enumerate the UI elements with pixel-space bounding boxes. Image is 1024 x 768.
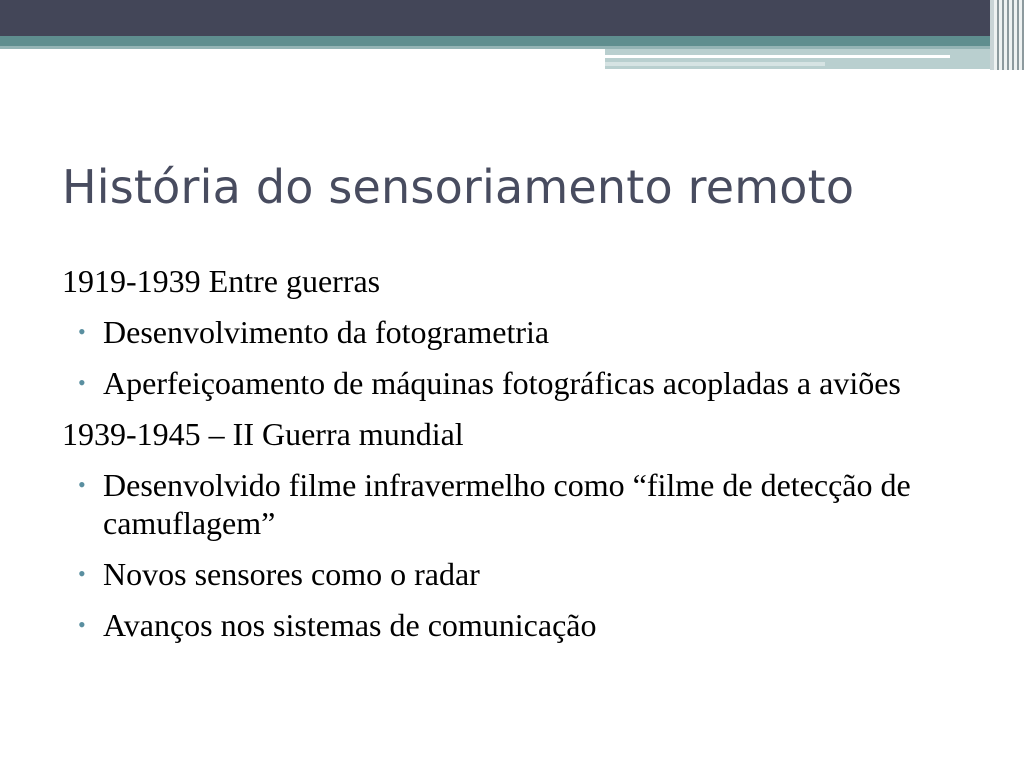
bullet-item [62,313,962,351]
header-accent-band [0,36,1024,46]
bullet-item [62,606,962,644]
section-heading-1939-1945: 1939-1945 – II Guerra mundial [62,416,464,452]
bullet-text: Desenvolvido filme infravermelho como “filme de detecção de camuflagem” [103,467,911,541]
slide-title: História do sensoriamento remoto [62,160,855,214]
bullet-item [62,555,962,593]
header-tab-decoration [605,49,1024,69]
header-tab-line [605,55,950,58]
bullet-icon: • [78,319,86,344]
header-stripes-decoration [994,0,1024,70]
slide-body [62,262,962,657]
bullet-text: Novos sensores como o radar [103,556,480,592]
bullet-icon: • [78,370,86,395]
bullet-item [62,364,962,402]
bullet-item [62,466,962,542]
bullet-text: Desenvolvimento da fotogrametria [103,314,550,350]
section-heading-1919-1939: 1919-1939 Entre guerras [62,263,381,299]
bullet-text: Avanços nos sistemas de comunicação [103,607,597,643]
header-tab-line-lower [605,62,825,66]
header-bar [0,0,1024,36]
bullet-text: Aperfeiçoamento de máquinas fotográficas acopladas a aviões [103,365,901,401]
bullet-icon: • [78,472,86,497]
bullet-icon: • [78,612,86,637]
bullet-icon: • [78,561,86,586]
